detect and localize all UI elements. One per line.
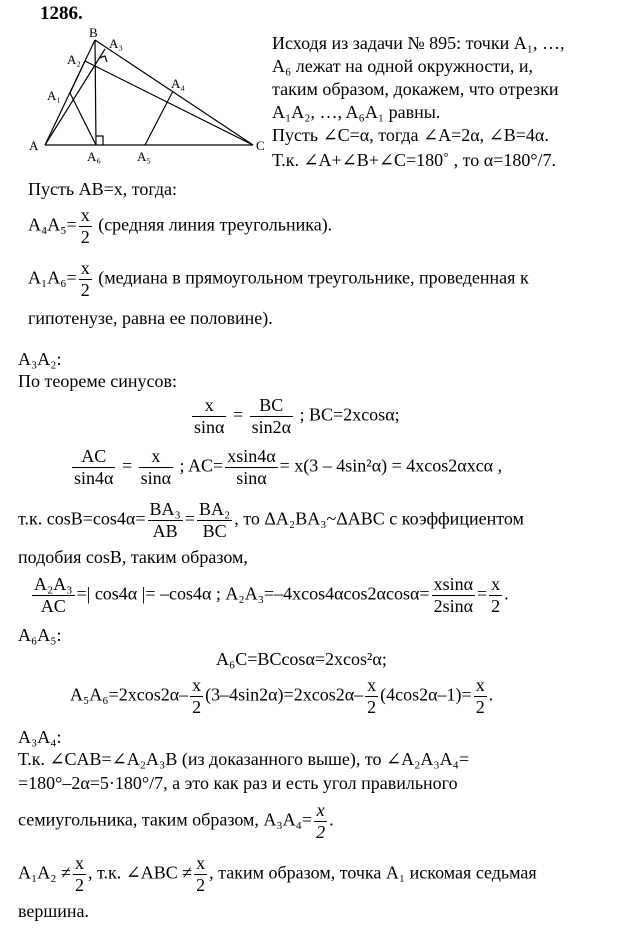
fraction: $\frac{\text{A₂A₃}}{AC}$ [34,574,73,616]
a2a3-line: $\frac{\text{A₂A₃}}{AC}$ =| cos4α |= –cos4α ; A₂A₃=–4xcos4αcos2αcosα= $\frac{xsin\alpha}{2\sin\alpha}$ = $\frac{x}{2}$ . [34,574,509,616]
label-A3: A₃ [109,36,123,51]
fraction: $\frac{x}{2}$ [475,675,485,717]
a3a4-line: =180°–2α=5·180°/7, а это как раз и есть угол правильного [18,773,458,793]
a4a5-lhs: A₄A₅= [28,214,77,235]
fraction: $\frac{AC}{\sin 4\alpha}$ [74,446,114,488]
a3a4-line: Т.к. ∠CAB=∠A₂A₃B (из доказанного выше), то ∠A₂A₃A₄= [18,749,470,769]
intro-line: A₆ лежат на одной окружности, и, [272,56,534,76]
fraction: $\frac{xsin\alpha}{2\sin\alpha}$ [433,574,473,616]
eq2: $\frac{AC}{\sin 4\alpha}$ = $\frac{x}{\sin\alpha}$ ; AC= $\frac{xsin4\alpha}{\sin\alpha}$ = x(3 – 4sin²α) = 4xcos2αxcα , [74,446,503,488]
fraction: $\frac{x}{2}$ [80,258,90,300]
a1a6-note-cont: гипотенузе, равна ее половине). [28,308,273,328]
cosb-line: т.к. cosB=cos4α= $\frac{\text{BA₃}}{AB}$ = $\frac{\text{BA₂}}{BC}$ , то ΔA₂BA₃~ΔABC с коэффициентом [18,499,524,541]
triangle-figure [25,28,270,168]
label-B: B [89,28,98,40]
fraction: $\frac{x}{2}$ [367,675,377,717]
fraction: $\frac{x}{2}$ [196,853,206,895]
label-A: A [29,138,39,153]
sine-theorem-text: По теореме синусов: [18,371,177,391]
fraction: $\frac{\text{BA₃}}{AB}$ [149,499,181,541]
intro-line: Исходя из задачи № 895: точки A₁, …, [272,33,565,53]
label-A6: A₆ [87,149,101,164]
fraction: $\frac{x}{\sin\alpha}$ [140,446,172,488]
a1a6-lhs: A₁A₆= [28,267,77,288]
a4a5-note: (средняя линия треугольника). [98,214,333,235]
fraction: $\frac{x}{2}$ [316,800,326,842]
label-C: C [256,138,265,153]
fraction: $\frac{\text{BA₂}}{BC}$ [198,499,231,541]
intro-line: Пусть ∠C=α, тогда ∠A=2α, ∠B=4α. [272,125,549,145]
similarity-text: подобия cosB, таким образом, [18,547,248,567]
label-A2: A₂ [67,52,81,67]
fraction: $\frac{x}{2}$ [491,574,501,616]
label-A1: A₁ [47,88,61,103]
intro-line: A₁A₂, …, A₆A₁ равны. [272,102,441,122]
problem-number: 1286. [40,3,83,24]
a1a6-note: (медиана в прямоугольном треугольнике, проведенная к [98,267,529,288]
a3a2-heading: A₃A₂: [18,349,62,369]
a1a6-line [28,258,529,300]
fraction: $\frac{x}{2}$ [192,675,202,717]
label-A4: A₄ [171,76,185,91]
a4a5-line [28,205,332,247]
intro-line: Т.к. ∠A+∠B+∠C=180˚ , то α=180°/7. [272,150,557,170]
fraction: $\frac{xsin4\alpha}{\sin\alpha}$ [227,446,276,488]
label-A5: A₅ [137,149,151,164]
final-line-2: вершина. [18,901,89,921]
fraction: $\frac{x}{\sin\alpha}$ [194,395,225,437]
intro-line: таким образом, докажем, что отрезки [272,79,559,99]
a3a4-last-line: семиугольника, таким образом, A₃A₄= $\frac{x}{2}$ . [18,800,334,842]
a6a5-heading: A₆A₅: [18,625,62,645]
a5a6-line: A₅A₆=2xcos2α– $\frac{x}{2}$ (3–4sin2α)=2xcos2α– $\frac{x}{2}$ (4cos2α–1)= $\frac{x}{2}$ . [70,675,494,717]
fraction: $\frac{BC}{\sin 2\alpha}$ [251,395,292,437]
fraction: $\frac{x}{2}$ [80,205,90,247]
let-ab-text: Пусть AB=x, тогда: [28,179,177,199]
fraction: $\frac{x}{2}$ [74,853,84,895]
final-line: A₁A₂ ≠ $\frac{x}{2}$ , т.к. ∠ABC ≠ $\frac{x}{2}$ , таким образом, точка A₁ искомая седьмая [18,853,537,895]
a6c-eq: A₆C=BCcosα=2xcos²α; [216,649,387,669]
a3a4-heading: A₃A₄: [18,727,62,747]
eq1: $\frac{x}{\sin\alpha}$ = $\frac{BC}{\sin 2\alpha}$ ; BC=2xcosα; [194,395,400,437]
